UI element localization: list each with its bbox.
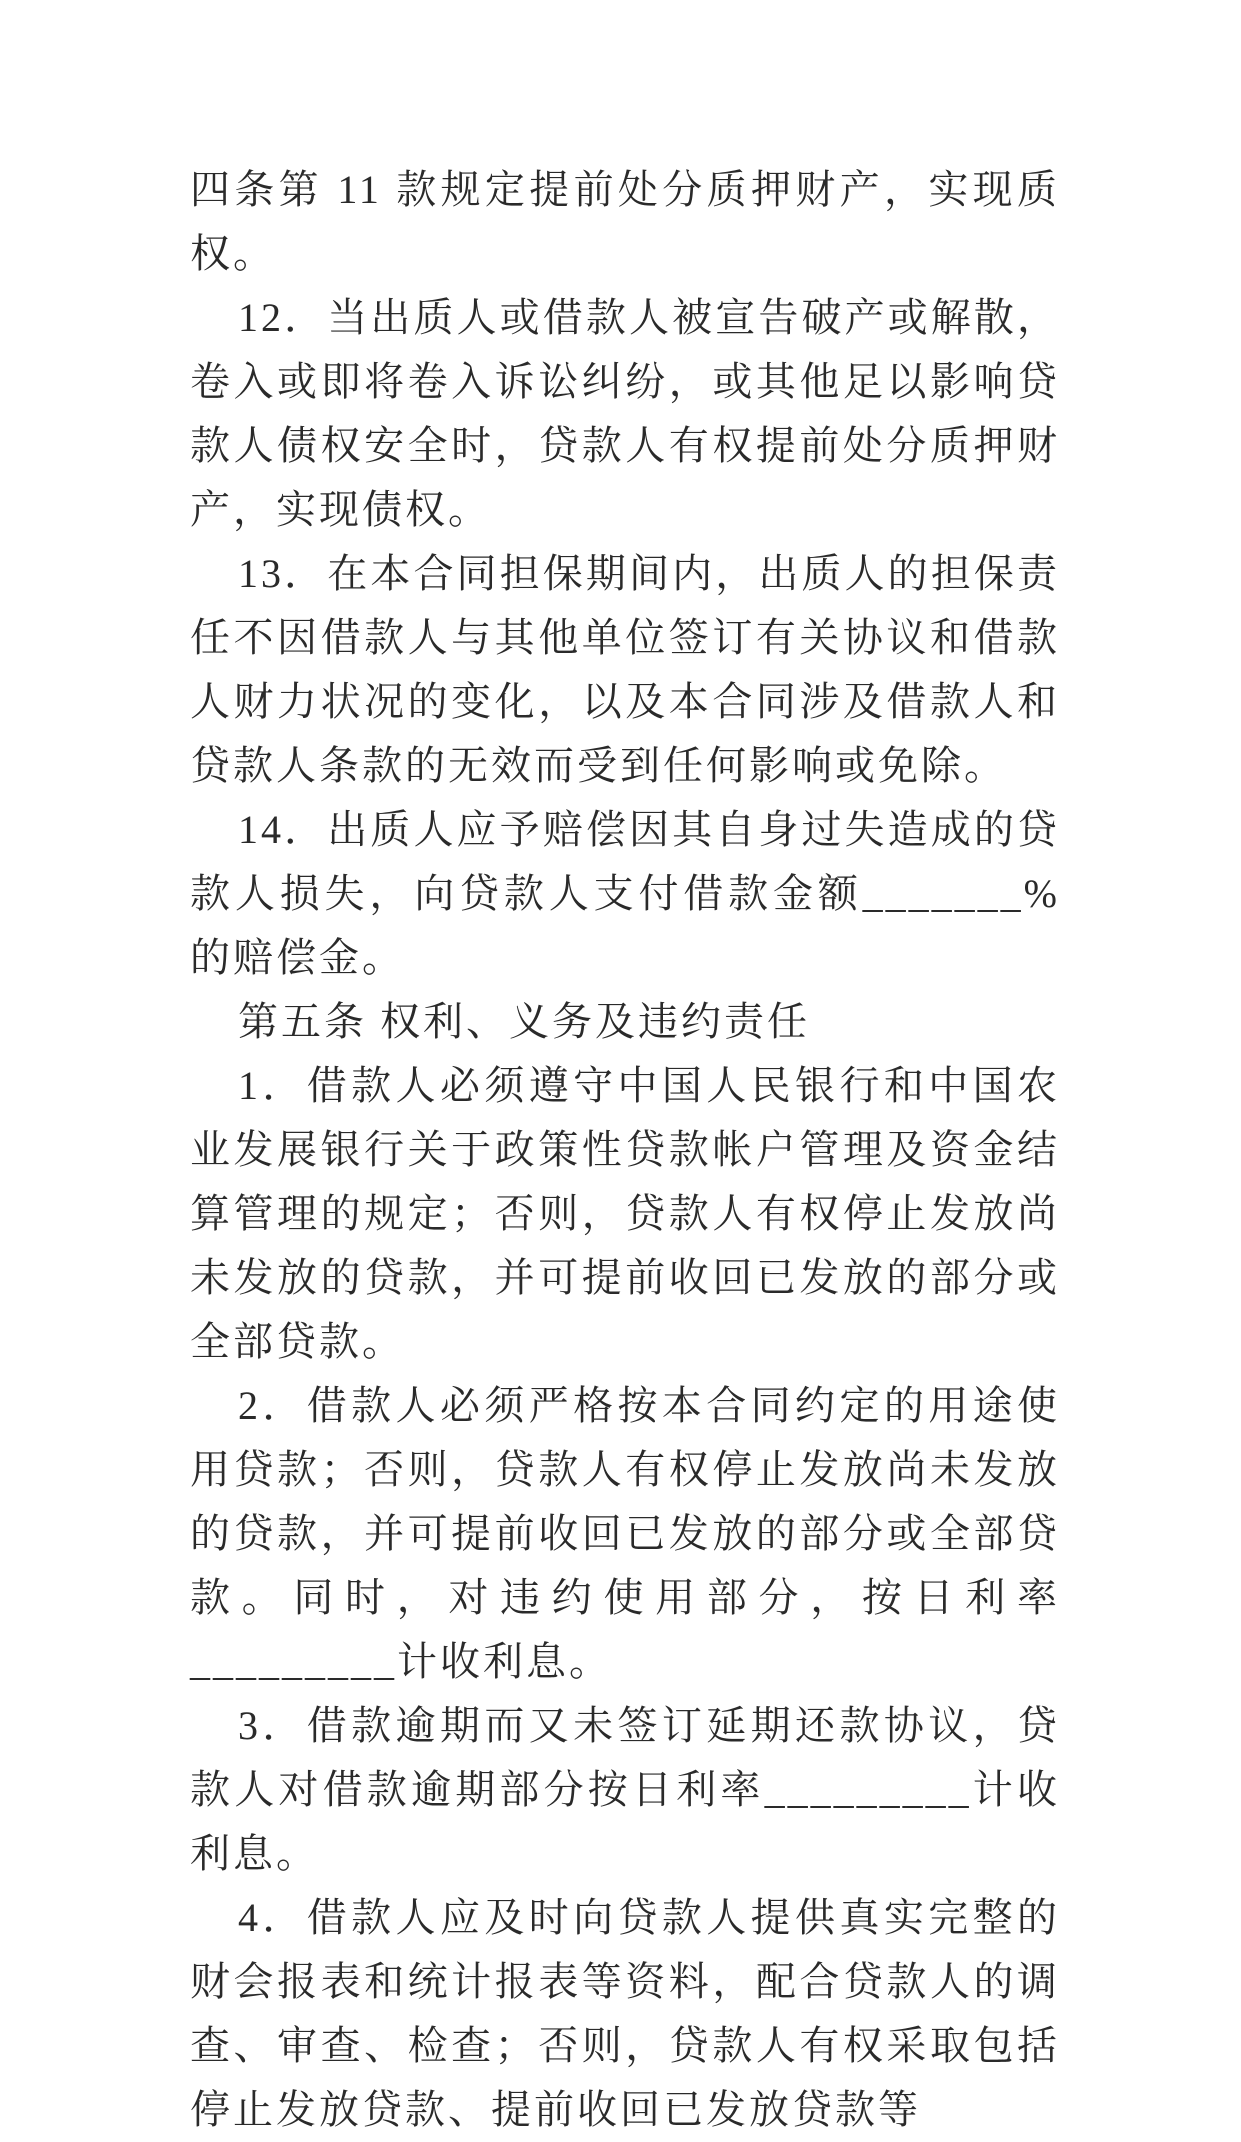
document-page [190,158,1060,2142]
paragraph-item-2: 2．借款人必须严格按本合同约定的用途使用贷款；否则，贷款人有权停止发放尚未发放的贷款，并可提前收回已发放的部分或全部贷款。同时，对违约使用部分，按日利率_________计收利息。 [190,1383,1060,1684]
paragraph-continuation: 四条第 11 款规定提前处分质押财产，实现质权。 [190,167,1060,276]
section-heading-article-5: 第五条 权利、义务及违约责任 [238,999,810,1044]
paragraph-item-3: 3．借款逾期而又未签订延期还款协议，贷款人对借款逾期部分按日利率_________计收利息。 [190,1703,1060,1876]
paragraph-item-4: 4．借款人应及时向贷款人提供真实完整的财会报表和统计报表等资料，配合贷款人的调查、审查、检查；否则，贷款人有权采取包括停止发放贷款、提前收回已发放贷款等 [190,1895,1060,2132]
paragraph-item-1: 1．借款人必须遵守中国人民银行和中国农业发展银行关于政策性贷款帐户管理及资金结算管理的规定；否则，贷款人有权停止发放尚未发放的贷款，并可提前收回已发放的部分或全部贷款。 [190,1063,1060,1364]
paragraph-clause-13: 13．在本合同担保期间内，出质人的担保责任不因借款人与其他单位签订有关协议和借款人财力状况的变化，以及本合同涉及借款人和贷款人条款的无效而受到任何影响或免除。 [190,551,1060,788]
paragraph-clause-14: 14．出质人应予赔偿因其自身过失造成的贷款人损失，向贷款人支付借款金额_______%的赔偿金。 [190,807,1060,980]
paragraph-clause-12: 12．当出质人或借款人被宣告破产或解散，卷入或即将卷入诉讼纠纷，或其他足以影响贷款人债权安全时，贷款人有权提前处分质押财产，实现债权。 [190,295,1060,532]
